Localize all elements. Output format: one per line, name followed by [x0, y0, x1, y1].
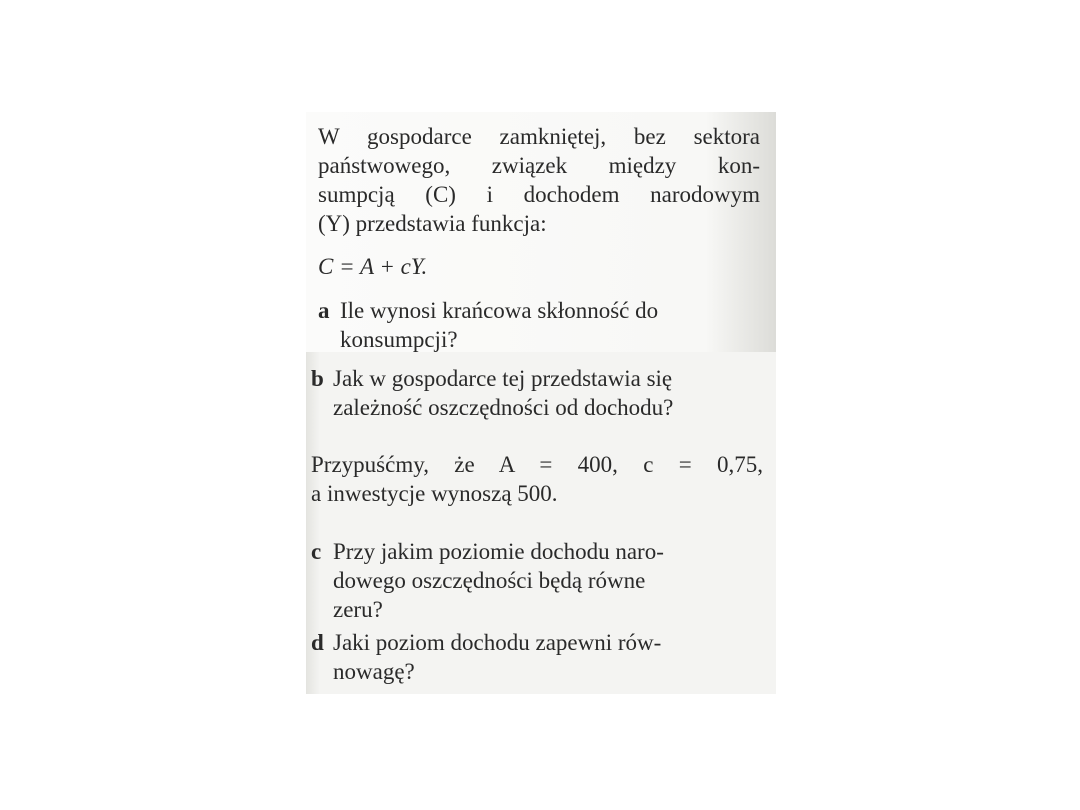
question-a-letter: a	[318, 298, 330, 323]
paragraph1-line-2: państwowego, związek między kon-	[318, 153, 760, 178]
question-c-letter: c	[311, 539, 322, 564]
question-d-letter: d	[311, 630, 324, 655]
question-d-text-2: nowagę?	[333, 659, 415, 684]
question-d-line-2	[311, 657, 415, 686]
paragraph2-line-1: Przypuśćmy, że A = 400, c = 0,75,	[311, 452, 763, 477]
question-c-text-2: dowego oszczędności będą równe	[333, 568, 646, 593]
question-a-text-1: Ile wynosi krańcowa skłonność do	[340, 298, 659, 323]
paragraph1-line-4: (Y) przedstawia funkcja:	[318, 211, 547, 236]
question-c-line-1	[311, 537, 763, 566]
question-b-text-2: zależność oszczędności od dochodu?	[333, 395, 674, 420]
paragraph2-line-2: a inwestycje wynoszą 500.	[311, 481, 558, 506]
question-c-text-3: zeru?	[333, 597, 383, 622]
question-c-line-2	[311, 566, 763, 595]
question-c-text-1: Przy jakim poziomie dochodu naro-	[333, 539, 664, 564]
question-d-line-1	[311, 628, 661, 657]
question-b-line-1	[311, 364, 672, 393]
question-c-line-3	[311, 595, 383, 624]
formula: C = A + cY.	[318, 254, 428, 279]
question-a-text-2: konsumpcji?	[340, 327, 458, 352]
question-b-letter: b	[311, 366, 324, 391]
paragraph1-line-3: sumpcją (C) i dochodem narodowym	[318, 182, 760, 207]
question-a-line-2	[318, 325, 458, 354]
question-b-text-1: Jak w gospodarce tej przedstawia się	[333, 366, 673, 391]
question-a-line-1	[318, 296, 762, 325]
paragraph1-line-1: W gospodarce zamkniętej, bez sektora	[318, 124, 760, 149]
question-d-text-1: Jaki poziom dochodu zapewni rów-	[333, 630, 662, 655]
question-b-line-2	[311, 393, 673, 422]
